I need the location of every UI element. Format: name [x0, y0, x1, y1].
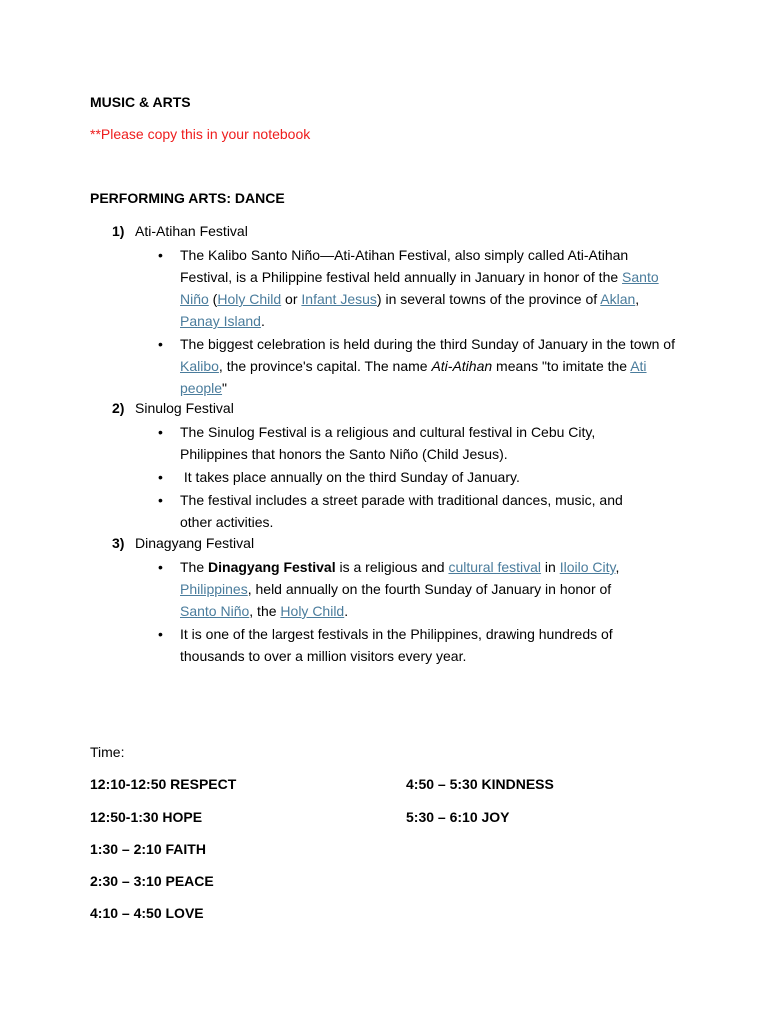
link-kalibo[interactable]: Kalibo [180, 358, 219, 374]
schedule-item: 12:50-1:30 HOPE [90, 809, 203, 825]
link-cultural-festival[interactable]: cultural festival [448, 559, 542, 575]
festival-3-bullet-2: It is one of the largest festivals in the Philippines, drawing hundreds of thousands to over a million visitors every year. [180, 626, 613, 664]
schedule-item: 4:50 – 5:30 KINDNESS [406, 776, 554, 792]
link-ati-people[interactable]: Ati people [180, 358, 647, 396]
notebook-note: **Please copy this in your notebook [90, 126, 311, 142]
festival-2-title: Sinulog Festival [135, 400, 234, 416]
section-title: PERFORMING ARTS: DANCE [90, 190, 285, 206]
link-santo-nino[interactable]: Santo Niño [180, 269, 659, 307]
link-holy-child[interactable]: Holy Child [217, 291, 282, 307]
time-label: Time: [90, 744, 125, 760]
bullet-icon: • [158, 336, 163, 352]
bullet-icon: • [158, 626, 163, 642]
festival-3-number: 3) [112, 535, 125, 551]
festival-2-bullet-1: The Sinulog Festival is a religious and cultural festival in Cebu City, Philippines that honors the Santo Niño (Child Jesus). [180, 424, 596, 462]
festival-1-number: 1) [112, 223, 125, 239]
link-santo-nino-2[interactable]: Santo Niño [180, 603, 250, 619]
bullet-icon: • [158, 424, 163, 440]
schedule-item: 12:10-12:50 RESPECT [90, 776, 237, 792]
festival-2-bullet-3: The festival includes a street parade with traditional dances, music, and other activities. [180, 492, 623, 530]
link-panay-island[interactable]: Panay Island [180, 313, 261, 329]
link-aklan[interactable]: Aklan [600, 291, 636, 307]
bullet-icon: • [158, 559, 163, 575]
festival-2-bullet-2: It takes place annually on the third Sunday of January. [180, 469, 520, 485]
festival-2-number: 2) [112, 400, 125, 416]
schedule-item: 5:30 – 6:10 JOY [406, 809, 510, 825]
link-iloilo-city[interactable]: Iloilo City [559, 559, 616, 575]
bullet-icon: • [158, 247, 163, 263]
festival-3-title: Dinagyang Festival [135, 535, 255, 551]
schedule-item: 2:30 – 3:10 PEACE [90, 873, 214, 889]
festival-1-bullet-1: The Kalibo Santo Niño—Ati-Atihan Festival, also simply called Ati-Atihan Festival, is a Philippine festival held annually in January in honor of the Santo Niño (Holy Child or Infant Jesus) in several towns of the province of Aklan, Panay Island. [180, 247, 659, 329]
schedule-item: 4:10 – 4:50 LOVE [90, 905, 204, 921]
festival-1-bullet-2: The biggest celebration is held during the third Sunday of January in the town of Kalibo, the province's capital. The name Ati-Atihan means "to imitate the Ati people" [180, 336, 675, 396]
link-holy-child-2[interactable]: Holy Child [280, 603, 345, 619]
festival-3-bullet-1: The Dinagyang Festival is a religious and cultural festival in Iloilo City, Philippines, held annually on the fourth Sunday of January in honor of Santo Niño, the Holy Child. [180, 559, 620, 619]
festival-1-title: Ati-Atihan Festival [135, 223, 248, 239]
link-philippines[interactable]: Philippines [180, 581, 248, 597]
schedule-item: 1:30 – 2:10 FAITH [90, 841, 206, 857]
bullet-icon: • [158, 492, 163, 508]
subject-heading: MUSIC & ARTS [90, 94, 191, 110]
bullet-icon: • [158, 469, 163, 485]
link-infant-jesus[interactable]: Infant Jesus [301, 291, 377, 307]
